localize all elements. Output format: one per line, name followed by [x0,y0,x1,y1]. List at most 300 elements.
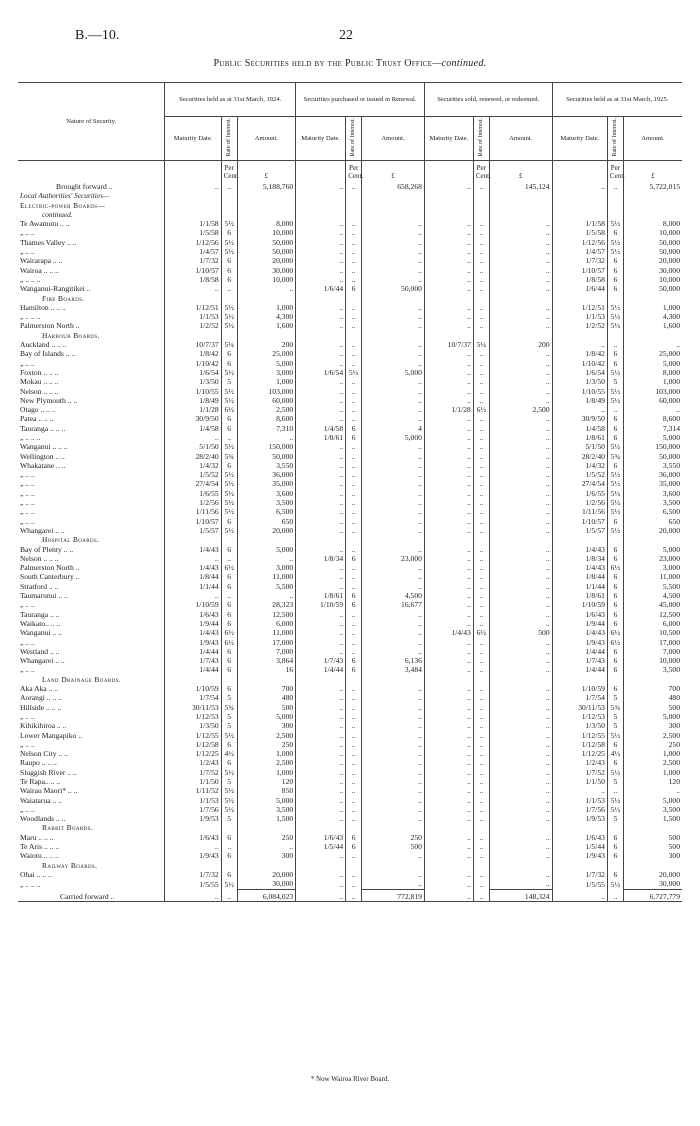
table-cell: .. [473,266,489,275]
table-cell: .. [473,424,489,433]
table-row [18,712,682,721]
table-cell: 300 [237,851,296,860]
table-row [18,628,682,637]
table-cell: 1,000 [623,377,682,386]
table-cell: .. [552,405,607,414]
table-cell: .. [489,721,552,730]
table-cell: 5,500 [237,582,296,591]
table-cell: .. [296,563,346,572]
table-cell: 200 [237,340,296,349]
table-cell: 1/12/51 [165,303,221,312]
table-cell: 1/4/44 [165,647,221,656]
table-cell: .. [424,851,473,860]
table-cell [362,191,425,200]
table-cell: 250 [237,833,296,842]
table-cell: 5¼ [473,340,489,349]
table-cell: .. [473,721,489,730]
table-cell [552,861,607,870]
table-cell: .. [424,545,473,554]
table-cell [607,861,623,870]
table-cell: .. [165,842,221,851]
table-row [18,684,682,693]
table-cell: .. [473,479,489,488]
table-cell: .. [473,731,489,740]
table-cell: .. [489,684,552,693]
table-cell: .. [489,247,552,256]
table-cell: 1,000 [237,377,296,386]
table-cell: 6 [221,461,237,470]
table-cell: 3,000 [237,368,296,377]
rate-header: Rate of Interest. [473,117,489,161]
security-name-cell: Stratford .. .. [20,581,59,591]
table-cell: .. [362,731,425,740]
table-cell: 5½ [607,498,623,507]
table-cell: 5 [607,777,623,786]
table-cell: 5,000 [623,433,682,442]
table-row [18,433,682,442]
table-cell [346,201,362,210]
table-cell: .. [346,731,362,740]
table-cell: 850 [237,786,296,795]
security-name-cell: continued. [42,209,73,219]
table-row [18,507,682,516]
table-cell: .. [489,665,552,674]
table-cell [237,191,296,200]
table-cell: .. [424,684,473,693]
table-row [18,303,682,312]
table-cell [473,294,489,303]
table-cell: 7,310 [237,424,296,433]
table-cell: 16,677 [362,600,425,609]
table-cell: .. [424,312,473,321]
table-cell: .. [473,238,489,247]
title-suffix: —continued. [432,58,487,69]
table-cell: 6½ [221,638,237,647]
table-row [18,703,682,712]
table-cell: .. [346,582,362,591]
table-cell [552,675,607,684]
table-cell: 1/8/61 [552,591,607,600]
table-cell: .. [489,582,552,591]
table-cell [346,191,362,200]
table-cell: .. [424,247,473,256]
table-cell: 1/1/50 [552,777,607,786]
table-cell [165,675,221,684]
table-cell [221,294,237,303]
table-cell: 11,000 [623,572,682,581]
table-cell: .. [489,498,552,507]
security-name-cell: Wellington .. .. [20,451,65,461]
table-cell: .. [362,684,425,693]
table-cell: 1/4/32 [552,461,607,470]
table-cell [346,331,362,340]
table-cell: 1/4/44 [552,647,607,656]
table-cell: 25,000 [237,349,296,358]
table-cell: 35,000 [623,479,682,488]
table-cell: 1/1/44 [165,582,221,591]
table-cell: .. [296,303,346,312]
table-cell [552,823,607,832]
security-name-cell: Rabbit Boards. [42,823,94,833]
table-cell [623,191,682,200]
table-cell: 1/7/43 [552,656,607,665]
table-cell: .. [346,851,362,860]
table-cell: .. [362,796,425,805]
table-cell: .. [424,656,473,665]
table-cell: .. [424,554,473,563]
table-cell: .. [362,870,425,879]
table-row [18,749,682,758]
table-cell: 4,500 [623,591,682,600]
table-cell: 1,000 [237,768,296,777]
table-cell: .. [473,805,489,814]
table-cell: .. [362,349,425,358]
table-cell: 1/4/32 [165,461,221,470]
table-cell: 1/1/58 [552,219,607,228]
table-cell: .. [489,424,552,433]
table-cell: .. [424,498,473,507]
table-cell: .. [296,619,346,628]
table-cell: .. [346,545,362,554]
table-cell: .. [489,219,552,228]
table-cell: 1/12/51 [552,303,607,312]
table-cell: .. [424,507,473,516]
table-row [18,498,682,507]
table-cell: 6 [607,266,623,275]
table-cell: 8,600 [237,414,296,423]
table-cell: .. [473,452,489,461]
table-row [18,786,682,795]
security-name-cell: New Plymouth .. .. [20,395,78,405]
table-cell: 1/11/56 [552,507,607,516]
table-cell: .. [489,572,552,581]
table-cell: .. [346,247,362,256]
table-cell: 1/9/44 [552,619,607,628]
table-cell: .. [296,879,346,889]
table-cell [221,675,237,684]
table-cell: .. [346,312,362,321]
table-cell: 1,000 [623,303,682,312]
table-cell: 6 [607,851,623,860]
table-cell: 1/3/50 [165,721,221,730]
report-series: B.—10. [75,28,120,43]
table-cell: .. [346,219,362,228]
table-cell: .. [424,238,473,247]
table-cell: 50,000 [623,247,682,256]
table-cell: 1/6/43 [296,833,346,842]
table-cell: .. [473,647,489,656]
table-cell: 500 [623,703,682,712]
table-cell: 1/4/58 [165,424,221,433]
table-cell [221,535,237,544]
table-cell: 5½ [607,489,623,498]
table-cell: .. [346,303,362,312]
table-cell: 5½ [607,768,623,777]
security-name-cell: „ .. .. [20,470,35,480]
table-cell: 1/5/55 [165,879,221,889]
table-cell [165,201,221,210]
table-row [18,768,682,777]
table-cell: 6 [221,740,237,749]
table-cell: .. [362,238,425,247]
table-cell: .. [489,833,552,842]
table-cell: 5½ [221,879,237,889]
table-cell: .. [607,405,623,414]
amount-header: Amount. [623,117,682,161]
table-cell: 2,500 [237,758,296,767]
table-cell: 120 [623,777,682,786]
security-name-cell: Electric-power Boards— [20,200,106,210]
table-cell: 700 [237,684,296,693]
table-row [18,572,682,581]
table-cell [473,861,489,870]
table-cell: .. [362,740,425,749]
table-row [18,656,682,665]
table-cell [607,535,623,544]
table-cell: 6 [607,349,623,358]
table-cell: .. [346,647,362,656]
table-cell [473,191,489,200]
table-cell: 1/5/55 [552,879,607,889]
maturity-header: Maturity Date. [424,117,473,161]
security-name-cell: Te Aris .. .. .. [20,842,60,852]
table-cell: .. [296,889,346,901]
table-cell: .. [346,619,362,628]
table-row [18,368,682,377]
table-cell: .. [165,433,221,442]
table-cell: 28/2/40 [552,452,607,461]
table-cell: .. [424,768,473,777]
security-name-cell: „ .. .. [20,228,35,238]
section-heading-row [18,331,682,340]
table-cell: 5½ [221,470,237,479]
table-cell: .. [296,647,346,656]
table-cell: 1/2/43 [552,758,607,767]
table-cell: 5½ [221,396,237,405]
table-cell: 5½ [221,303,237,312]
table-cell: .. [296,266,346,275]
table-cell: 1/6/44 [552,284,607,293]
table-cell: .. [424,414,473,423]
table-cell: 20,000 [623,256,682,265]
table-row [18,777,682,786]
table-cell [489,675,552,684]
table-cell: 1/6/44 [296,284,346,293]
table-cell: .. [362,777,425,786]
table-cell: 1/6/54 [296,368,346,377]
table-cell: 1/4/43 [552,545,607,554]
table-cell: .. [489,870,552,879]
table-cell [424,331,473,340]
table-cell: 5½ [607,247,623,256]
security-name-cell: „ .. .. [20,600,35,610]
table-cell: .. [362,749,425,758]
table-cell: .. [489,851,552,860]
security-name-cell: „ .. .. .. [20,274,41,284]
table-cell [607,210,623,219]
table-cell: .. [296,340,346,349]
table-cell: 16 [237,665,296,674]
table-cell [165,191,221,200]
table-cell: 700 [623,684,682,693]
table-cell: .. [424,740,473,749]
table-cell: 5,000 [623,712,682,721]
table-cell [623,861,682,870]
table-cell: .. [296,228,346,237]
table-cell: .. [296,768,346,777]
table-cell: 1/10/59 [552,600,607,609]
table-cell: 3,550 [623,461,682,470]
table-cell: .. [165,591,221,600]
table-cell: 60,000 [237,396,296,405]
table-cell: 5½ [607,312,623,321]
table-cell: .. [424,387,473,396]
security-name-cell: Taumarunui .. .. [20,591,68,601]
table-cell: 1/8/49 [552,396,607,405]
table-cell: .. [362,498,425,507]
table-cell [623,294,682,303]
table-cell: .. [489,610,552,619]
table-cell: 1/7/56 [165,805,221,814]
table-cell: 23,000 [362,554,425,563]
table-cell: .. [165,554,221,563]
table-cell: 6 [607,572,623,581]
table-cell: 6 [607,275,623,284]
table-cell: 30/9/50 [552,414,607,423]
table-cell: 1/1/28 [424,405,473,414]
security-name-cell: Wanganui-Rangitikei .. [20,284,91,294]
table-cell: .. [346,740,362,749]
table-cell: 30,000 [237,266,296,275]
table-cell: 5½ [607,879,623,889]
table-cell: .. [489,563,552,572]
table-cell: .. [296,405,346,414]
table-cell: .. [489,758,552,767]
table-cell: 6 [221,359,237,368]
table-cell: 6,727,779 [623,889,682,901]
pound-label: £ [362,160,425,180]
table-cell: .. [346,266,362,275]
security-name-cell: Westland .. .. [20,646,60,656]
table-cell: .. [346,256,362,265]
table-cell: .. [424,228,473,237]
security-name-cell: Wanganui .. .. .. [20,442,68,452]
table-cell: .. [473,219,489,228]
security-name-cell: Wairarapa .. .. [20,256,63,266]
table-cell: 5½ [607,470,623,479]
units-row [18,160,682,180]
table-cell: .. [346,638,362,647]
table-cell: .. [473,256,489,265]
per-cent-label: Per Cent. [607,160,623,180]
table-cell: 6 [221,545,237,554]
table-cell: 8,600 [623,414,682,423]
table-cell: .. [424,591,473,600]
table-cell [346,675,362,684]
table-cell: 3,500 [623,805,682,814]
table-cell: .. [346,479,362,488]
table-cell: 6 [607,740,623,749]
table-cell [296,191,346,200]
table-cell: .. [489,554,552,563]
section-heading-row [18,675,682,684]
table-cell: 1/10/59 [552,684,607,693]
table-cell [296,210,346,219]
table-cell: .. [346,693,362,702]
table-cell: .. [489,461,552,470]
security-name-cell: Waikato.. .. .. [20,618,61,628]
table-cell: 5½ [607,479,623,488]
table-cell: 480 [237,693,296,702]
table-cell: 20,000 [623,526,682,535]
table-row [18,879,682,889]
table-cell: .. [362,461,425,470]
table-cell: .. [424,665,473,674]
table-cell: 50,000 [623,284,682,293]
table-row [18,647,682,656]
table-cell: 5¾ [221,452,237,461]
table-cell: .. [296,219,346,228]
security-name-cell: Railway Boards. [42,860,98,870]
table-cell: .. [362,526,425,535]
table-cell: 1/1/53 [165,796,221,805]
table-cell: .. [473,879,489,889]
table-cell: .. [489,786,552,795]
table-cell [237,861,296,870]
table-cell: .. [362,851,425,860]
table-cell: 1/6/54 [165,368,221,377]
table-cell: .. [552,340,607,349]
table-row [18,387,682,396]
table-cell: .. [362,321,425,330]
table-cell: 6 [221,610,237,619]
table-cell [623,210,682,219]
table-cell: .. [489,275,552,284]
table-cell: .. [362,712,425,721]
table-row [18,665,682,674]
table-cell: 1/9/43 [552,851,607,860]
table-cell: .. [473,582,489,591]
table-cell: 6½ [473,628,489,637]
table-row [18,582,682,591]
table-cell: .. [221,842,237,851]
table-cell: 6 [607,619,623,628]
section-heading-row [18,294,682,303]
table-cell: 5/1/50 [165,442,221,451]
table-cell: 1/5/44 [296,842,346,851]
table-cell: .. [296,610,346,619]
table-cell: 6 [221,870,237,879]
table-row [18,721,682,730]
section-heading-row [18,823,682,832]
table-cell: .. [473,507,489,516]
table-cell: 5½ [607,238,623,247]
table-cell: .. [424,749,473,758]
table-row [18,424,682,433]
table-cell [489,201,552,210]
table-cell: 1/10/42 [165,359,221,368]
rate-header: Rate of Interest. [607,117,623,161]
security-name-cell: „ .. .. [20,516,35,526]
table-cell: 6 [607,665,623,674]
table-cell: .. [473,600,489,609]
table-cell: .. [489,433,552,442]
table-cell: .. [424,638,473,647]
table-cell: .. [489,656,552,665]
table-row [18,479,682,488]
table-cell: 500 [623,842,682,851]
table-cell: 1/9/43 [165,851,221,860]
